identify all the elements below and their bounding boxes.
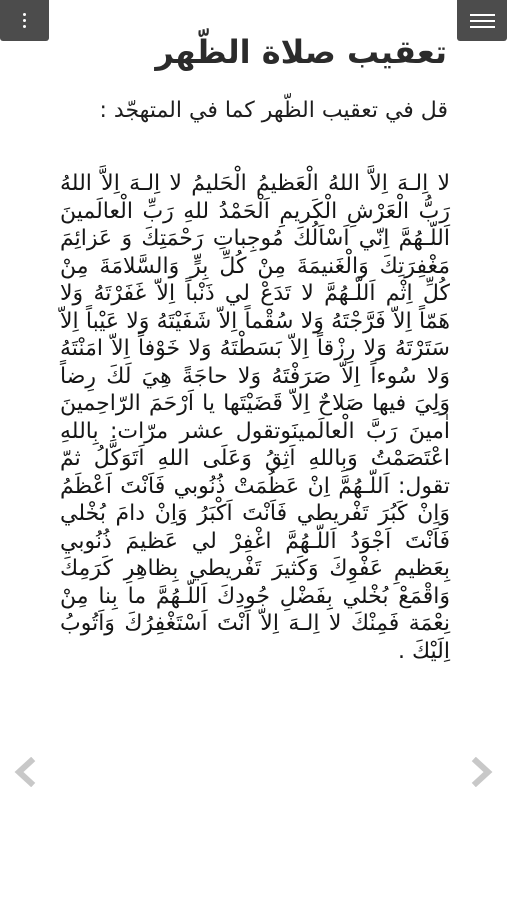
next-page-button[interactable] <box>468 757 496 787</box>
overflow-menu-button[interactable] <box>0 0 49 41</box>
hamburger-menu-icon <box>470 14 495 28</box>
intro-text: قل في تعقيب الظّهر كما في المتهجّد : <box>99 98 448 123</box>
prayer-text: لا اِلـهَ اِلاَّ اللهُ الْعَظيمُ الْحَليمُ لا اِلـهَ اِلاَّ اللهُ رَبُّ الْعَرْشِ الْكَريمِ اَلْحَمْدُ للهِ رَبِّ الْعالَمينَ اَللّـهُمَّ اِنّي اَسْاَلُكَ مُوجِباتِ رَحْمَتِكَ وَ عَزائِمَ مَغْفِرَتِكَ وَالْغَنيمَةَ مِنْ كُلِّ بِرٍّ وَالسَّلامَةَ مِنْ كُلِّ اِثْم اَللّـهُمَّ لا تَدَعْ لي ذَنْباً اِلاّ غَفَرْتَهُ وَلا هَمّاً اِلاّ فَرَّجْتَهُ وَلا سُقْماً اِلاّ شَفَيْتَهُ وَلا عَيْباً اِلاّ سَتَرْتَهُ وَلا رِزْقاً اِلاّ بَسَطْتَهُ وَلا خَوْفاً اِلاّ امَنْتَهُ وَلا سُوءاً اِلاّ صَرَفْتَهُ وَلا حاجَةً هِيَ لَكَ رِضاً وَلِيَ فيها صَلاحٌ اِلاّ قَضَيْتَها يا اَرْحَمَ الرّاحِمينَ اٰمينَ رَبَّ الْعالَمينَوتقول عشر مرّات: بِاللهِ اعْتَصَمْتُ وَبِاللهِ اَثِقُ وَعَلَى اللهِ اَتَوَكَّلُ ثمّ تقول: اَللّـهُمَّ اِنْ عَظُمَتْ ذُنُوبي فَاَنْتَ اَعْظَمُ وَاِنْ كَبُرَ تَفْريطي فَاَنْتَ اَكْبَرُ وَاِنْ دامَ بُخْلي فَاَنْتَ اَجْوَدُ اَللّـهُمَّ اغْفِرْ لي عَظيمَ ذُنُوبي بِعَظيمِ عَفْوِكَ وَكَثيرَ تَفْريطي بِظاهِرِ كَرَمِكَ وَاقْمَعْ بُخْلي بِفَضْلِ جُودِكَ اَللّـهُمَّ ما بِنا مِنْ نِعْمَة فَمِنْكَ لا اِلـهَ اِلاّ اَنْتَ اَسْتَغْفِرُكَ وَاَتُوبُ اِلَيْكَ . <box>60 171 450 664</box>
previous-page-button[interactable] <box>11 757 39 787</box>
page-title: تعقيب صلاة الظّهر <box>155 33 447 71</box>
chevron-right-icon <box>468 757 496 787</box>
chevron-left-icon <box>11 757 39 787</box>
main-menu-button[interactable] <box>457 0 507 41</box>
more-vertical-icon <box>23 13 26 28</box>
